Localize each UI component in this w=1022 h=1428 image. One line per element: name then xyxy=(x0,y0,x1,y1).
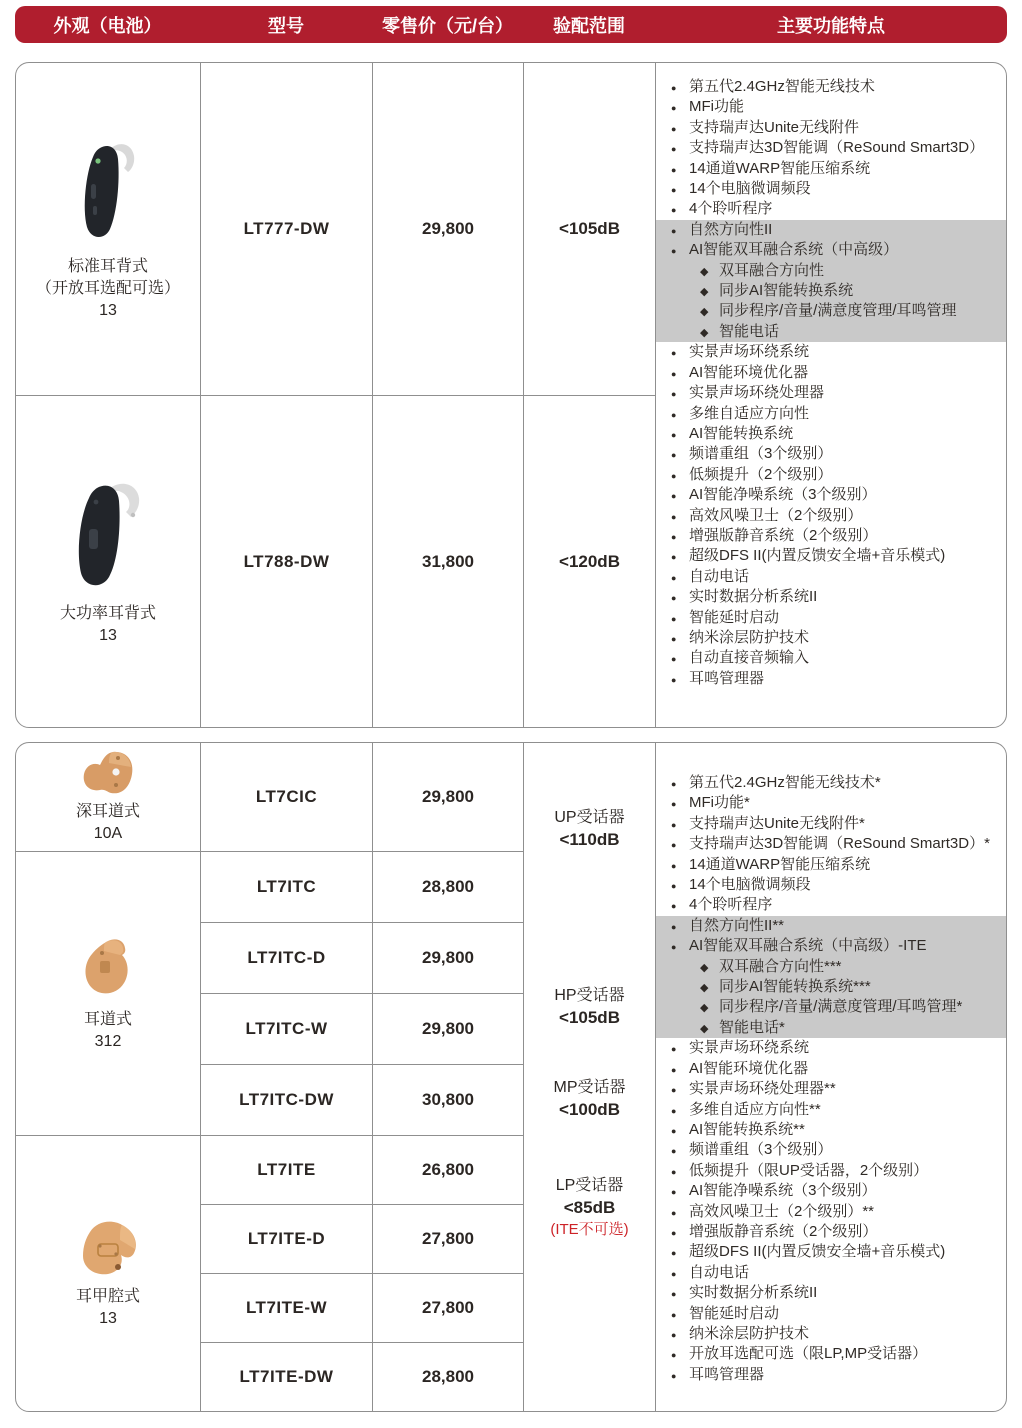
feature-item xyxy=(656,485,1006,505)
feature-item xyxy=(656,261,1006,281)
feature-item xyxy=(656,444,1006,464)
feature-text: 同步程序/音量/满意度管理/耳鸣管理 xyxy=(719,302,957,320)
feature-text: 智能延时启动 xyxy=(689,1304,780,1322)
feature-text: 高效风噪卫士（2个级别） xyxy=(689,506,863,524)
model-cell: LT7CIC xyxy=(201,743,373,851)
header-retail-price: 零售价（元/台） xyxy=(381,15,513,36)
header-appearance-battery: 外观（电池） xyxy=(53,15,162,36)
price-cell: 29,800 xyxy=(373,63,524,395)
feature-item xyxy=(656,506,1006,526)
feature-item xyxy=(656,465,1006,485)
feature-text: 4个聆听程序 xyxy=(689,200,773,218)
feature-text: 14个电脑微调频段 xyxy=(689,180,811,198)
bte-spec-table xyxy=(15,62,1007,728)
feature-item xyxy=(656,301,1006,321)
feature-text: 智能电话* xyxy=(719,1018,785,1036)
feature-item xyxy=(656,424,1006,444)
feature-text: 纳米涂层防护技术 xyxy=(689,1324,810,1342)
feature-text: 双耳融合方向性*** xyxy=(719,957,842,975)
feature-item xyxy=(656,587,1006,607)
feature-item xyxy=(656,159,1006,179)
product-label: 深耳道式 10A xyxy=(75,803,140,842)
model-cell: LT777-DW xyxy=(201,63,373,395)
receiver-label: HP受话器 xyxy=(554,987,625,1004)
feature-text: 14通道WARP智能压缩系统 xyxy=(689,855,871,873)
feature-text: 频谱重组（3个级别） xyxy=(689,1141,833,1159)
feature-item xyxy=(656,1038,1006,1058)
feature-text: 实景声场环绕处理器 xyxy=(689,384,825,402)
feature-text: 增强版静音系统（2个级别） xyxy=(689,526,878,544)
fitting-range-item xyxy=(524,985,655,1029)
feature-item xyxy=(656,628,1006,648)
feature-text: 耳鸣管理器 xyxy=(689,669,765,687)
feature-text: 实景声场环绕处理器** xyxy=(689,1080,836,1098)
range-note: (ITE不可选) xyxy=(550,1221,629,1238)
feature-text: 低频提升（2个级别） xyxy=(689,465,833,483)
header-fitting-range: 验配范围 xyxy=(553,15,625,36)
feature-text: 多维自适应方向性** xyxy=(689,1100,821,1118)
feature-item xyxy=(656,97,1006,117)
feature-item xyxy=(656,77,1006,97)
product-label: 标准耳背式 （开放耳选配可选） 13 xyxy=(35,258,180,319)
feature-text: 智能电话 xyxy=(719,322,780,340)
feature-item xyxy=(656,875,1006,895)
feature-item xyxy=(656,834,1006,854)
receiver-label: LP受话器 xyxy=(555,1177,624,1194)
feature-text: 实景声场环绕系统 xyxy=(689,1039,810,1057)
feature-item xyxy=(656,281,1006,301)
feature-text: 支持瑞声达3D智能调（ReSound Smart3D） xyxy=(689,139,985,157)
feature-text: 同步AI智能转换系统*** xyxy=(719,978,871,996)
table-header-bar xyxy=(15,6,1007,43)
feature-item xyxy=(656,1120,1006,1140)
price-cell: 29,800 xyxy=(373,743,524,851)
feature-item xyxy=(656,118,1006,138)
feature-item xyxy=(656,1324,1006,1344)
feature-item xyxy=(656,322,1006,342)
feature-item xyxy=(656,363,1006,383)
feature-text: 实时数据分析系统II xyxy=(689,1284,818,1302)
feature-item xyxy=(656,608,1006,628)
feature-text: 支持瑞声达Unite无线附件* xyxy=(689,814,865,832)
feature-item xyxy=(656,1161,1006,1181)
bte-model-rows xyxy=(201,63,656,727)
feature-text: 自动电话 xyxy=(689,1263,750,1281)
feature-item xyxy=(656,1181,1006,1201)
model-row xyxy=(201,1274,524,1343)
custom-model-rows xyxy=(201,743,524,1411)
feature-item xyxy=(656,342,1006,362)
feature-text: AI智能净噪系统（3个级别） xyxy=(689,1182,877,1200)
product-cell-itc xyxy=(16,852,200,1136)
feature-item xyxy=(656,1059,1006,1079)
feature-text: 高效风噪卫士（2个级别）** xyxy=(689,1202,875,1220)
feature-text: AI智能环境优化器 xyxy=(689,363,809,381)
feature-text: 双耳融合方向性 xyxy=(719,261,825,279)
product-label: 大功率耳背式 13 xyxy=(59,604,156,644)
feature-text: 自然方向性II xyxy=(689,220,773,238)
feature-item xyxy=(656,220,1006,240)
feature-text: 开放耳选配可选（限LP,MP受话器） xyxy=(689,1345,928,1363)
feature-text: 第五代2.4GHz智能无线技术 xyxy=(689,78,875,95)
feature-item xyxy=(656,814,1006,834)
feature-item xyxy=(656,1202,1006,1222)
feature-text: 频谱重组（3个级别） xyxy=(689,445,833,463)
feature-text: 实时数据分析系统II xyxy=(689,588,818,606)
feature-text: 同步程序/音量/满意度管理/耳鸣管理* xyxy=(719,998,963,1016)
db-limit: <100dB xyxy=(559,1100,620,1119)
feature-item xyxy=(656,977,1006,997)
feature-item xyxy=(656,997,1006,1017)
model-cell: LT7ITC-D xyxy=(201,923,373,993)
feature-item xyxy=(656,773,1006,793)
feature-item xyxy=(656,1304,1006,1324)
feature-item xyxy=(656,855,1006,875)
model-row xyxy=(201,923,524,994)
feature-item xyxy=(656,648,1006,668)
product-cell-cic xyxy=(16,743,200,852)
fitting-range-cell: <120dB xyxy=(524,396,656,727)
feature-text: 耳鸣管理器 xyxy=(689,1365,765,1383)
model-row xyxy=(201,1205,524,1274)
feature-item xyxy=(656,1344,1006,1364)
bte-power-product-image xyxy=(73,477,143,595)
db-limit: <85dB xyxy=(563,1198,616,1217)
feature-item xyxy=(656,1222,1006,1242)
feature-item xyxy=(656,936,1006,956)
feature-text: AI智能净噪系统（3个级别） xyxy=(689,486,877,504)
appearance-column-custom xyxy=(16,743,201,1411)
feature-text: 纳米涂层防护技术 xyxy=(689,628,810,646)
feature-text: 超级DFS II(内置反馈安全墙+音乐模式) xyxy=(689,1243,946,1261)
model-cell: LT7ITE xyxy=(201,1136,373,1204)
fitting-range-item xyxy=(524,1175,655,1240)
ite-product-image xyxy=(76,1218,140,1278)
feature-text: 超级DFS II(内置反馈安全墙+音乐模式) xyxy=(689,547,946,565)
fitting-range-column xyxy=(524,743,656,1411)
price-cell: 30,800 xyxy=(373,1065,524,1135)
feature-item xyxy=(656,916,1006,936)
receiver-label: UP受话器 xyxy=(554,809,625,826)
feature-text: 低频提升（限UP受话器，2个级别） xyxy=(689,1161,929,1179)
fitting-range-item xyxy=(524,807,655,851)
feature-text: 第五代2.4GHz智能无线技术* xyxy=(689,774,881,791)
feature-text: 自然方向性II** xyxy=(689,916,785,934)
feature-item xyxy=(656,1140,1006,1160)
receiver-label: MP受话器 xyxy=(553,1079,626,1096)
feature-item xyxy=(656,1018,1006,1038)
price-cell: 28,800 xyxy=(373,852,524,922)
feature-item xyxy=(656,526,1006,546)
feature-text: 智能延时启动 xyxy=(689,608,780,626)
header-main-features: 主要功能特点 xyxy=(777,15,885,36)
feature-text: AI智能双耳融合系统（中高级）-ITE xyxy=(689,937,927,955)
product-cell-bte-standard xyxy=(16,63,200,396)
features-column-custom xyxy=(656,743,1006,1411)
model-row xyxy=(201,396,656,727)
feature-item xyxy=(656,383,1006,403)
feature-text: AI智能环境优化器 xyxy=(689,1059,809,1077)
feature-text: 14个电脑微调频段 xyxy=(689,876,811,894)
feature-item xyxy=(656,1100,1006,1120)
feature-item xyxy=(656,957,1006,977)
product-cell-ite xyxy=(16,1136,200,1411)
db-limit: <105dB xyxy=(559,1008,620,1027)
feature-item xyxy=(656,199,1006,219)
product-label: 耳甲腔式 13 xyxy=(75,1287,140,1327)
feature-text: 支持瑞声达3D智能调（ReSound Smart3D）* xyxy=(689,835,990,853)
model-cell: LT7ITE-D xyxy=(201,1205,373,1273)
feature-item xyxy=(656,179,1006,199)
feature-text: 自动电话 xyxy=(689,567,750,585)
header-model: 型号 xyxy=(268,15,304,36)
price-cell: 27,800 xyxy=(373,1274,524,1342)
model-cell: LT7ITE-DW xyxy=(201,1343,373,1411)
model-row xyxy=(201,743,524,852)
feature-text: 同步AI智能转换系统 xyxy=(719,282,854,300)
model-cell: LT7ITC-W xyxy=(201,994,373,1064)
features-column-bte xyxy=(656,63,1006,727)
itc-product-image xyxy=(80,935,136,1001)
appearance-column-bte xyxy=(16,63,201,727)
feature-text: 4个聆听程序 xyxy=(689,896,773,914)
fitting-range-item xyxy=(524,1077,655,1121)
fitting-range-cell: <105dB xyxy=(524,63,656,395)
price-cell: 29,800 xyxy=(373,923,524,993)
model-row xyxy=(201,852,524,923)
feature-item xyxy=(656,1079,1006,1099)
model-cell: LT7ITE-W xyxy=(201,1274,373,1342)
features-list-bte xyxy=(656,63,1006,689)
feature-item xyxy=(656,546,1006,566)
db-limit: <110dB xyxy=(559,830,620,849)
feature-item xyxy=(656,567,1006,587)
model-row xyxy=(201,1065,524,1136)
product-cell-bte-power xyxy=(16,396,200,727)
cic-product-image xyxy=(79,749,137,799)
feature-text: 支持瑞声达Unite无线附件 xyxy=(689,118,860,136)
feature-item xyxy=(656,793,1006,813)
feature-text: 实景声场环绕系统 xyxy=(689,343,810,361)
price-cell: 31,800 xyxy=(373,396,524,727)
model-row xyxy=(201,63,656,396)
price-cell: 27,800 xyxy=(373,1205,524,1273)
model-row xyxy=(201,1136,524,1205)
feature-text: 14通道WARP智能压缩系统 xyxy=(689,159,871,177)
features-list-custom xyxy=(656,743,1006,1385)
model-cell: LT7ITC-DW xyxy=(201,1065,373,1135)
price-cell: 29,800 xyxy=(373,994,524,1064)
price-cell: 26,800 xyxy=(373,1136,524,1204)
model-cell: LT7ITC xyxy=(201,852,373,922)
model-row xyxy=(201,1343,524,1411)
feature-text: 增强版静音系统（2个级别） xyxy=(689,1222,878,1240)
custom-spec-table xyxy=(15,742,1007,1412)
model-row xyxy=(201,994,524,1065)
feature-item xyxy=(656,895,1006,915)
feature-text: AI智能双耳融合系统（中高级） xyxy=(689,241,899,259)
feature-item xyxy=(656,1263,1006,1283)
feature-text: MFi功能 xyxy=(689,98,744,116)
feature-text: AI智能转换系统 xyxy=(689,424,794,442)
feature-item xyxy=(656,1242,1006,1262)
feature-item xyxy=(656,240,1006,260)
price-cell: 28,800 xyxy=(373,1343,524,1411)
model-cell: LT788-DW xyxy=(201,396,373,727)
feature-text: 多维自适应方向性 xyxy=(689,404,810,422)
feature-text: AI智能转换系统** xyxy=(689,1120,805,1138)
feature-item xyxy=(656,1283,1006,1303)
product-label: 耳道式 312 xyxy=(83,1010,132,1050)
feature-item xyxy=(656,138,1006,158)
feature-text: MFi功能* xyxy=(689,794,750,812)
bte-standard-product-image xyxy=(78,136,138,248)
feature-text: 自动直接音频输入 xyxy=(689,649,810,667)
feature-item xyxy=(656,669,1006,689)
page xyxy=(15,6,1007,1386)
feature-item xyxy=(656,404,1006,424)
feature-item xyxy=(656,1365,1006,1385)
